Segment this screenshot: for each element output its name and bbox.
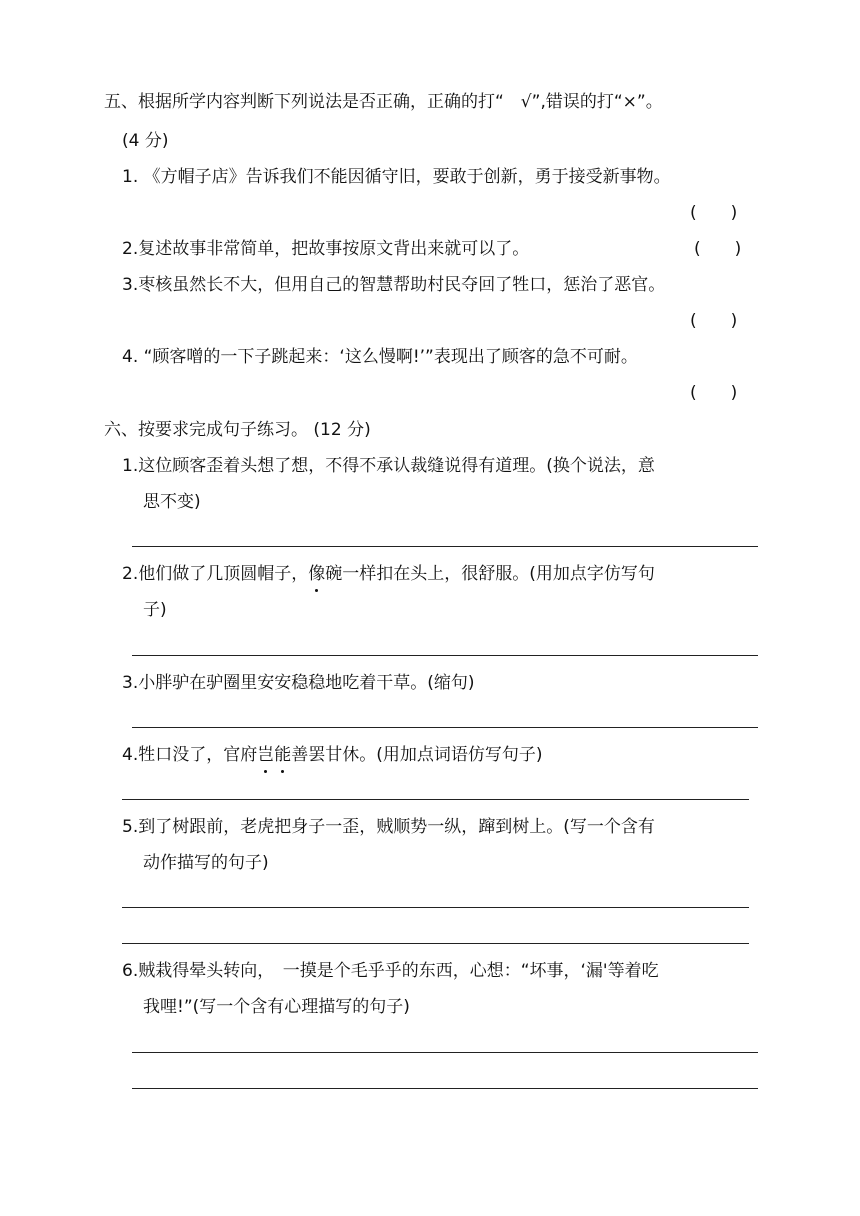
q2-line1	[122, 562, 655, 586]
section5-points: (4 分)	[122, 131, 169, 151]
q4-dotted-char-2: 能	[274, 745, 292, 765]
judge-item-3: 3.枣核虽然长不大，但用自己的智慧帮助村民夺回了牲口，惩治了恶官。	[122, 275, 666, 295]
q6-answer-line-2[interactable]	[132, 1088, 758, 1089]
q5-answer-line-1[interactable]	[122, 907, 749, 908]
q1-line1: 1.这位顾客歪着头想了想，不得不承认裁缝说得有道理。(换个说法，意	[122, 456, 655, 476]
q1-line2: 思不变)	[143, 492, 201, 512]
q5-line2: 动作描写的句子)	[143, 853, 269, 873]
q2-text-post: 碗一样扣在头上，很舒服。(用加点字仿写句	[325, 564, 655, 584]
answer-paren-1[interactable]: ( )	[690, 203, 738, 223]
q6-answer-line-1[interactable]	[132, 1052, 758, 1053]
q5-answer-line-2[interactable]	[122, 943, 749, 944]
q6-line2: 我哩!”(写一个含有心理描写的句子)	[143, 997, 410, 1017]
section5-title: 五、根据所学内容判断下列说法是否正确，正确的打“ √”,错误的打“×”。	[104, 92, 663, 112]
answer-paren-4[interactable]: ( )	[690, 383, 738, 403]
q5-line1: 5.到了树跟前，老虎把身子一歪，贼顺势一纵，蹿到树上。(写一个含有	[122, 817, 655, 837]
q3-text: 3.小胖驴在驴圈里安安稳稳地吃着干草。(缩句)	[122, 673, 475, 693]
q4-text-post: 善罢甘休。(用加点词语仿写句子)	[291, 745, 543, 765]
judge-item-4: 4. “顾客噌的一下子跳起来：‘这么慢啊!’”表现出了顾客的急不可耐。	[122, 347, 638, 367]
q4-text-pre: 4.牲口没了，官府	[122, 745, 258, 765]
judge-item-2: 2.复述故事非常简单，把故事按原文背出来就可以了。	[122, 239, 530, 259]
section6-title: 六、按要求完成句子练习。 (12 分)	[104, 420, 371, 440]
q2-dotted-char: 像	[308, 564, 326, 584]
q2-text-pre: 2.他们做了几顶圆帽子，	[122, 564, 309, 584]
q4-answer-line[interactable]	[122, 799, 749, 800]
answer-paren-3[interactable]: ( )	[690, 311, 738, 331]
q4-line	[122, 743, 543, 767]
q3-answer-line[interactable]	[132, 727, 758, 728]
q4-dotted-char-1: 岂	[257, 745, 275, 765]
q2-answer-line[interactable]	[132, 655, 758, 656]
answer-paren-2[interactable]: ( )	[694, 239, 742, 259]
q2-line2: 子)	[143, 600, 167, 620]
q6-line1: 6.贼栽得晕头转向， 一摸是个毛乎乎的东西，心想：“坏事，‘漏'等着吃	[122, 961, 659, 981]
q1-answer-line[interactable]	[132, 546, 758, 547]
judge-item-1: 1. 《方帽子店》告诉我们不能因循守旧，要敢于创新，勇于接受新事物。	[122, 167, 671, 187]
